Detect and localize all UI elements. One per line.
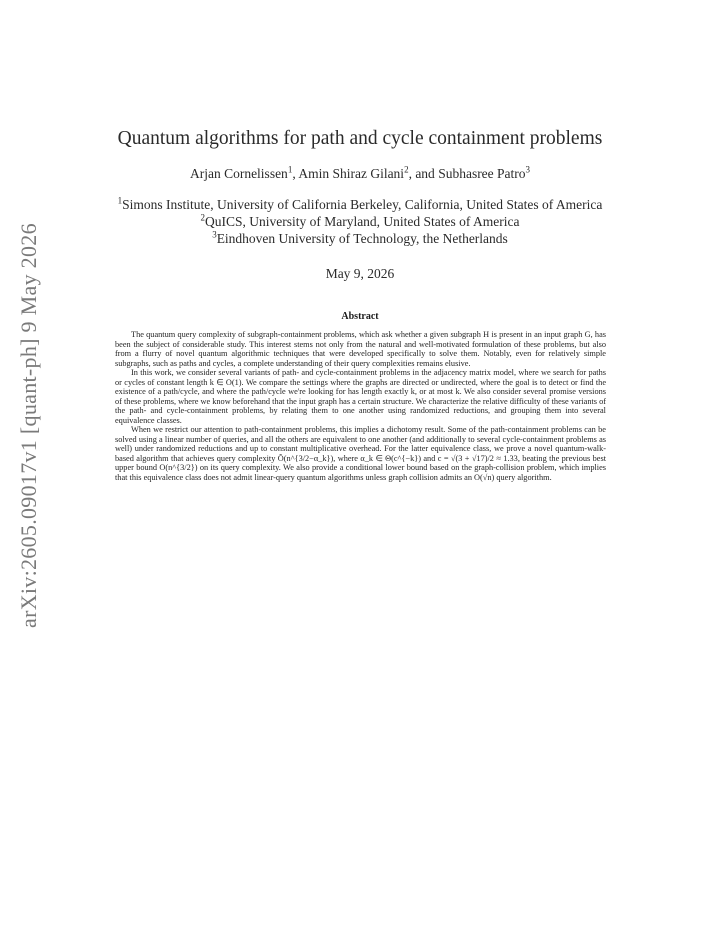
abstract-paragraph: The quantum query complexity of subgraph-containment problems, which ask whether a given subgraph H is present in an input graph G, has been the subject of considerable study. This interest stems not only from the natural and well-motivated formulation of these problems, but also from a flurry of novel quantum algorithmic techniques that were developed specifically to solve them. Notably, even for relatively simple subgraphs, such as paths and cycles, a complete understanding of their query complexities remains elusive.: [115, 330, 606, 368]
affiliation-mark: 3: [212, 229, 217, 240]
publication-date: May 9, 2026: [325, 266, 395, 281]
author-list: [0, 166, 720, 182]
abstract-paragraph: In this work, we consider several variants of path- and cycle-containment problems in the adjacency matrix model, where we search for paths or cycles of constant length k ∈ O(1). We compare the settings where the graphs are directed or undirected, where the goal is to detect or find the existence of a path/cycle, and where the path/cycle we're looking for has length exactly k, or at most k. We also consider several promise versions of these problems, where we know beforehand that the input graph has a certain structure. We characterize the relative difficulty of these variants of the path- and cycle-containment problems, by relating them to one another using randomized reductions, and grouping them into several equivalence classes.: [115, 368, 606, 425]
paper-title: Quantum algorithms for path and cycle containment problems: [117, 128, 603, 149]
arxiv-identifier-stamp[interactable]: arXiv:2605.09017v1 [quant-ph] 9 May 2026: [16, 223, 41, 628]
author-separator: , and: [408, 166, 439, 181]
affiliation-mark: 1: [287, 164, 293, 175]
affiliation-mark: 1: [117, 195, 123, 206]
affiliation-line: [0, 213, 720, 230]
affiliation-mark: 3: [525, 164, 531, 175]
affiliation-list: [0, 196, 720, 247]
affiliation-text: Eindhoven University of Technology, the Netherlands: [216, 231, 508, 246]
abstract-paragraph: When we restrict our attention to path-containment problems, this implies a dichotomy result. Some of the path-containment problems can be solved using a linear number of queries, and all the others are equivalent to one another (and additionally to several cycle-containment problems as well) under randomized reductions and up to constant multiplicative overhead. For the latter equivalence class, we prove a novel quantum-walk-based algorithm that achieves query complexity Õ(n^{3/2−α_k}), where α_k ∈ Θ(c^{−k}) and c = √(3 + √17)/2 ≈ 1.33, beating the previous best upper bound O(n^{3/2}) on its query complexity. We also provide a conditional lower bound based on the graph-collision problem, which implies that this equivalence class does not admit linear-query quantum algorithms unless graph collision admits an O(√n) query algorithm.: [115, 425, 606, 482]
affiliation-text: Simons Institute, University of California Berkeley, California, United States of America: [122, 197, 603, 212]
author-name: Subhasree Patro: [438, 166, 526, 181]
affiliation-mark: 2: [200, 212, 205, 223]
affiliation-line: [0, 230, 720, 247]
abstract-heading: Abstract: [341, 311, 379, 322]
affiliation-line: [0, 196, 720, 213]
author-separator: ,: [292, 166, 299, 181]
affiliation-mark: 2: [404, 164, 409, 175]
affiliation-text: QuICS, University of Maryland, United States of America: [204, 214, 520, 229]
abstract-body: [115, 330, 606, 482]
author-name: Arjan Cornelissen: [189, 166, 288, 181]
author-name: Amin Shiraz Gilani: [298, 166, 405, 181]
